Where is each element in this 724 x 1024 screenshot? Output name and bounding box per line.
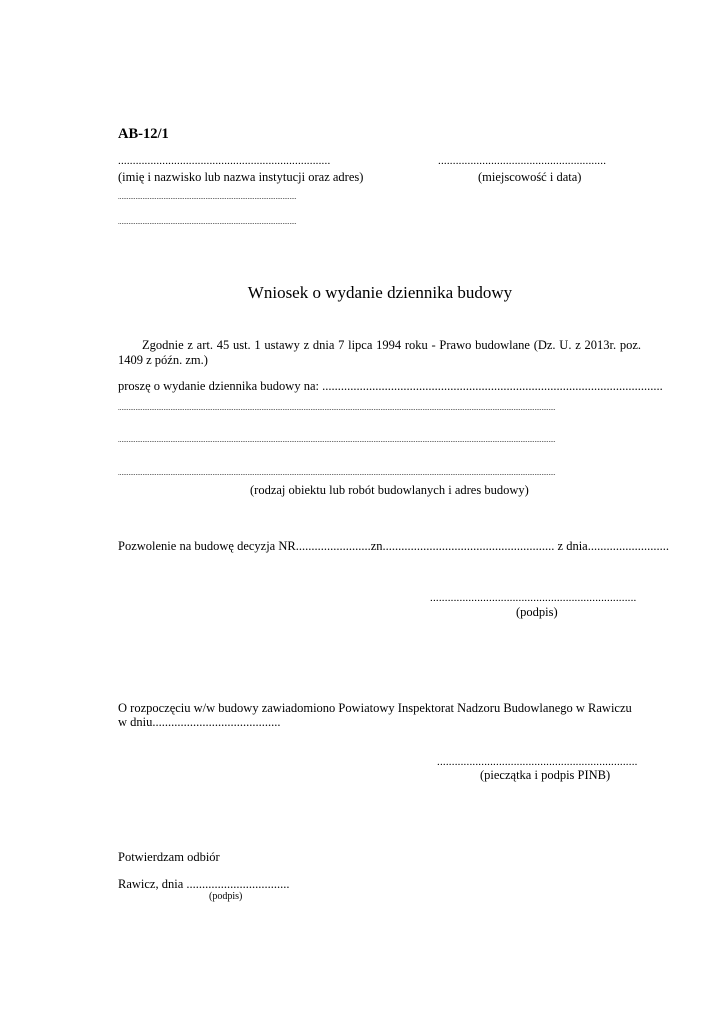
applicant-name-field[interactable]: ........................................................................ <box>118 155 331 167</box>
applicant-address-field-2[interactable]: ...................................................................................................... <box>118 218 297 226</box>
request-line[interactable]: proszę o wydanie dziennika budowy na: ............................................................................................................. <box>118 379 663 393</box>
applicant-signature-field[interactable]: ...................................................................... <box>430 592 637 604</box>
form-code: AB-12/1 <box>118 126 169 142</box>
legal-basis-paragraph: Zgodnie z art. 45 ust. 1 ustawy z dnia 7 lipca 1994 roku - Prawo budowlane (Dz. U. z 2013r. poz. 1409 z późn. zm.) <box>118 338 641 367</box>
applicant-name-caption: (imię i nazwisko lub nazwa instytucji oraz adres) <box>118 170 364 184</box>
applicant-address-field-1[interactable]: ...................................................................................................... <box>118 193 297 201</box>
request-caption: (rodzaj obiektu lub robót budowlanych i adres budowy) <box>250 483 529 497</box>
receipt-signature-caption: (podpis) <box>209 891 243 902</box>
receipt-date-line[interactable]: Rawicz, dnia ................................. <box>118 877 290 891</box>
notification-date-line[interactable]: w dniu......................................... <box>118 715 281 729</box>
applicant-signature-caption: (podpis) <box>516 605 558 619</box>
permit-decision-line[interactable]: Pozwolenie na budowę decyzja NR........................zn....................................................... z dnia.......................... <box>118 539 669 553</box>
document-title: Wniosek o wydanie dziennika budowy <box>247 283 513 302</box>
request-field-line-3[interactable]: .......................................................................................................................................................................................................................................................... <box>118 469 556 477</box>
pinb-signature-field[interactable]: .................................................................... <box>437 756 638 768</box>
place-date-field[interactable]: ......................................................... <box>438 155 607 167</box>
request-field-line-2[interactable]: .......................................................................................................................................................................................................................................................... <box>118 436 556 444</box>
place-date-caption: (miejscowość i data) <box>478 170 582 184</box>
pinb-signature-caption: (pieczątka i podpis PINB) <box>480 768 611 782</box>
notification-line-1: O rozpoczęciu w/w budowy zawiadomiono Powiatowy Inspektorat Nadzoru Budowlanego w Rawiczu <box>118 701 632 715</box>
request-field-line-1[interactable]: .......................................................................................................................................................................................................................................................... <box>118 404 556 412</box>
receipt-confirmation-label: Potwierdzam odbiór <box>118 850 220 864</box>
